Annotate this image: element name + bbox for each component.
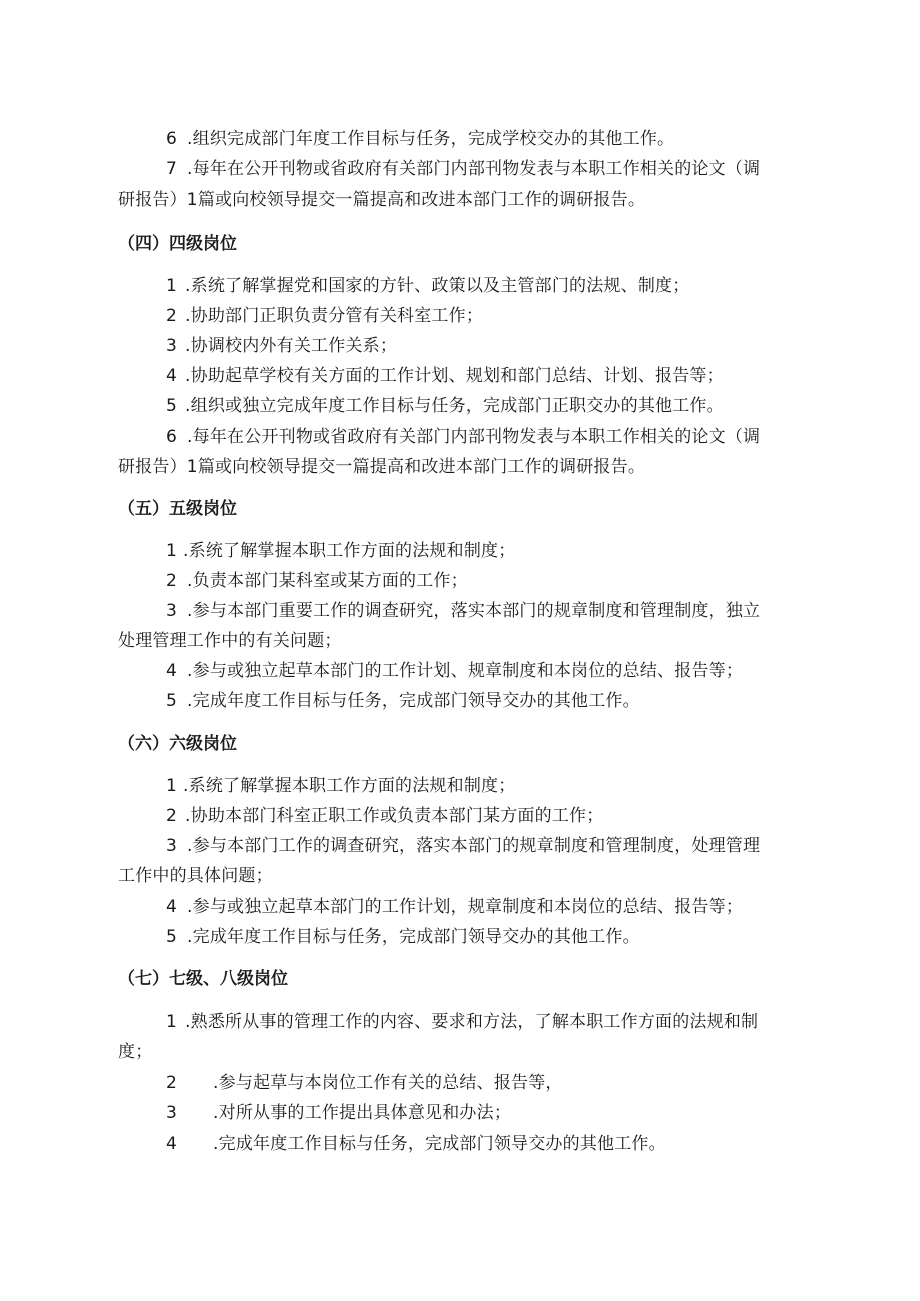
item-number: 3 <box>166 1103 178 1123</box>
list-item-continuation: 研报告）1篇或向校领导提交一篇提高和改进本部门工作的调研报告。 <box>118 457 646 477</box>
list-item <box>166 1072 563 1094</box>
list-item-continuation: 工作中的具体问题； <box>118 866 273 886</box>
list-item <box>166 896 743 918</box>
item-text: .完成年度工作目标与任务，完成部门领导交办的其他工作。 <box>187 927 640 947</box>
item-number: 2 <box>166 571 178 591</box>
list-item <box>166 365 724 387</box>
list-item <box>166 275 689 297</box>
list-item <box>166 660 743 682</box>
list-item <box>166 926 640 948</box>
item-number: 6 <box>166 129 178 149</box>
list-item <box>166 335 397 357</box>
item-text: .对所从事的工作提出具体意见和办法； <box>213 1103 512 1123</box>
item-text: .每年在公开刊物或省政府有关部门内部刊物发表与本职工作相关的论文（调 <box>187 427 761 447</box>
item-number: 2 <box>166 306 178 326</box>
item-text: .参与或独立起草本部门的工作计划，规章制度和本岗位的总结、报告等； <box>187 897 744 917</box>
list-item-continuation: 度； <box>118 1042 153 1062</box>
item-text: .负责本部门某科室或某方面的工作； <box>187 571 468 591</box>
list-item <box>166 775 515 797</box>
list-item <box>166 158 760 180</box>
item-text: .参与起草与本岗位工作有关的总结、报告等， <box>213 1073 563 1093</box>
item-number: 7 <box>166 159 178 179</box>
item-text: .熟悉所从事的管理工作的内容、要求和方法，了解本职工作方面的法规和制 <box>185 1012 759 1032</box>
item-text: .组织或独立完成年度工作目标与任务，完成部门正职交办的其他工作。 <box>185 396 724 416</box>
list-item <box>166 600 760 622</box>
list-item <box>166 395 724 417</box>
list-item <box>166 426 760 448</box>
list-item <box>166 805 603 827</box>
item-number: 4 <box>166 1134 178 1154</box>
list-item <box>166 540 515 562</box>
item-text: .协调校内外有关工作关系； <box>185 336 398 356</box>
item-text: .协助起草学校有关方面的工作计划、规划和部门总结、计划、报告等； <box>185 366 724 386</box>
item-text: .系统了解掌握本职工作方面的法规和制度； <box>183 541 516 561</box>
list-item <box>166 128 674 150</box>
item-text: .协助本部门科室正职工作或负责本部门某方面的工作； <box>185 806 604 826</box>
item-text: .完成年度工作目标与任务，完成部门领导交办的其他工作。 <box>187 691 640 711</box>
item-number: 5 <box>166 691 178 711</box>
item-text: .每年在公开刊物或省政府有关部门内部刊物发表与本职工作相关的论文（调 <box>187 159 761 179</box>
item-number: 4 <box>166 661 178 681</box>
list-item <box>166 690 640 712</box>
item-text: .参与或独立起草本部门的工作计划、规章制度和本岗位的总结、报告等； <box>187 661 744 681</box>
item-number: 2 <box>166 1073 178 1093</box>
list-item-continuation: 处理管理工作中的有关问题； <box>118 631 342 651</box>
list-item-continuation: 研报告）1篇或向校领导提交一篇提高和改进本部门工作的调研报告。 <box>118 190 646 210</box>
item-number: 1 <box>166 1012 178 1032</box>
item-number: 6 <box>166 427 178 447</box>
section-heading: （五）五级岗位 <box>118 499 237 519</box>
item-number: 1 <box>166 276 178 296</box>
list-item <box>166 1011 758 1033</box>
item-text: .协助部门正职负责分管有关科室工作； <box>185 306 484 326</box>
item-number: 1 <box>166 541 178 561</box>
item-text: .参与本部门重要工作的调查研究，落实本部门的规章制度和管理制度，独立 <box>187 601 761 621</box>
list-item <box>166 1102 511 1124</box>
list-item <box>166 1133 666 1155</box>
item-number: 4 <box>166 897 178 917</box>
item-text: .参与本部门工作的调查研究，落实本部门的规章制度和管理制度，处理管理 <box>187 836 761 856</box>
item-text: .完成年度工作目标与任务，完成部门领导交办的其他工作。 <box>213 1134 666 1154</box>
list-item <box>166 305 483 327</box>
section-heading: （六）六级岗位 <box>118 734 237 754</box>
item-number: 3 <box>166 601 178 621</box>
item-number: 3 <box>166 336 178 356</box>
item-number: 3 <box>166 836 178 856</box>
item-number: 1 <box>166 776 178 796</box>
list-item <box>166 835 760 857</box>
item-number: 5 <box>166 927 178 947</box>
item-text: .系统了解掌握党和国家的方针、政策以及主管部门的法规、制度； <box>185 276 690 296</box>
item-text: .系统了解掌握本职工作方面的法规和制度； <box>183 776 516 796</box>
item-text: .组织完成部门年度工作目标与任务，完成学校交办的其他工作。 <box>187 129 675 149</box>
item-number: 2 <box>166 806 178 826</box>
section-heading: （七）七级、八级岗位 <box>118 969 288 989</box>
item-number: 4 <box>166 366 178 386</box>
section-heading: （四）四级岗位 <box>118 234 237 254</box>
list-item <box>166 570 468 592</box>
item-number: 5 <box>166 396 178 416</box>
